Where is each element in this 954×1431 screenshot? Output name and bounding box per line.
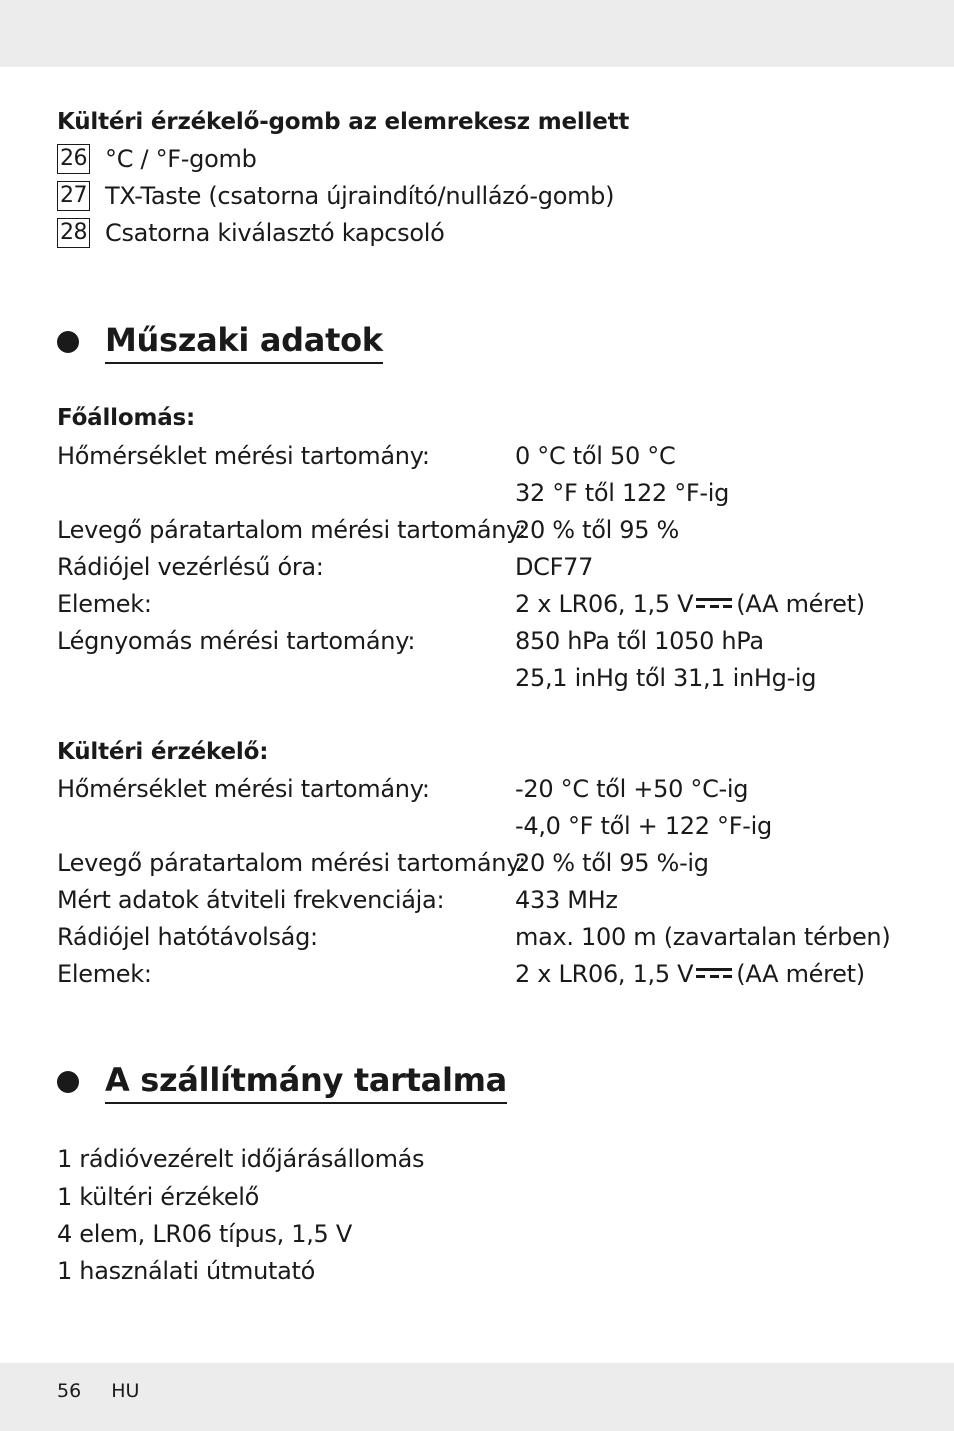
spec-label: Elemek: [57, 590, 152, 618]
outdoor-sensor-heading: Kültéri érzékelő: [57, 739, 269, 765]
item-text: °C / °F-gomb [105, 145, 257, 173]
spec-row [57, 513, 917, 547]
item-number-box: 28 [57, 218, 90, 248]
button-item-26 [57, 142, 257, 176]
top-band [0, 0, 954, 67]
outdoor-buttons-heading: Kültéri érzékelő-gomb az elemrekesz mellett [57, 109, 630, 135]
spec-value: 850 hPa től 1050 hPa [515, 627, 764, 655]
button-item-28 [57, 216, 444, 250]
item-text: Csatorna kiválasztó kapcsoló [105, 219, 445, 247]
spec-value: -4,0 °F től + 122 °F-ig [515, 812, 772, 840]
spec-row [57, 550, 917, 584]
item-number-box: 26 [57, 144, 90, 174]
filled-circle-bullet-icon [57, 1071, 79, 1093]
item-text: TX-Taste (csatorna újraindító/nullázó-gomb) [105, 182, 615, 210]
item-number-box: 27 [57, 181, 90, 211]
spec-row-batteries [57, 957, 917, 991]
spec-value: 25,1 inHg től 31,1 inHg-ig [515, 664, 817, 692]
spec-value: DCF77 [515, 553, 594, 581]
spec-row [57, 772, 917, 806]
filled-circle-bullet-icon [57, 331, 79, 353]
spec-label: Rádiójel vezérlésű óra: [57, 553, 324, 581]
spec-label: Elemek: [57, 960, 152, 988]
spec-row [57, 846, 917, 880]
tech-data-section-title [57, 319, 383, 365]
page-footer [57, 1378, 163, 1404]
spec-label: Levegő páratartalom mérési tartomány: [57, 516, 527, 544]
spec-row [57, 439, 917, 473]
direct-current-icon [696, 597, 732, 611]
section-title-text: A szállítmány tartalma [105, 1060, 507, 1104]
spec-label: Hőmérséklet mérési tartomány: [57, 775, 430, 803]
spec-value-suffix: (AA méret) [736, 590, 865, 618]
spec-label: Hőmérséklet mérési tartomány: [57, 442, 430, 470]
main-station-heading: Főállomás: [57, 405, 196, 431]
spec-value: 20 % től 95 % [515, 516, 680, 544]
spec-value: 32 °F től 122 °F-ig [515, 479, 730, 507]
spec-label: Levegő páratartalom mérési tartomány: [57, 849, 527, 877]
spec-row-batteries [57, 587, 917, 621]
spec-value-text: 2 x LR06, 1,5 V [515, 960, 694, 988]
spec-value: 433 MHz [515, 886, 618, 914]
spec-value-batteries [515, 587, 865, 621]
spec-row [57, 624, 917, 658]
spec-row [57, 920, 917, 954]
delivery-section-title [57, 1059, 507, 1105]
delivery-item: 4 elem, LR06 típus, 1,5 V [57, 1220, 352, 1248]
spec-label: Rádiójel hatótávolság: [57, 923, 318, 951]
button-item-27 [57, 179, 614, 213]
spec-row [57, 883, 917, 917]
spec-value: 20 % től 95 %-ig [515, 849, 709, 877]
spec-value: -20 °C től +50 °C-ig [515, 775, 749, 803]
spec-label: Légnyomás mérési tartomány: [57, 627, 416, 655]
delivery-item: 1 használati útmutató [57, 1257, 316, 1285]
spec-row [57, 661, 917, 695]
spec-row [57, 809, 917, 843]
spec-value: 0 °C től 50 °C [515, 442, 676, 470]
delivery-item: 1 rádióvezérelt időjárásállomás [57, 1145, 425, 1173]
section-title-text: Műszaki adatok [105, 320, 383, 364]
spec-value-batteries [515, 957, 865, 991]
spec-value-suffix: (AA méret) [736, 960, 865, 988]
language-code: HU [111, 1380, 140, 1402]
spec-label: Mért adatok átviteli frekvenciája: [57, 886, 445, 914]
page-number: 56 [57, 1380, 82, 1402]
spec-value-text: 2 x LR06, 1,5 V [515, 590, 694, 618]
spec-value: max. 100 m (zavartalan térben) [515, 923, 891, 951]
direct-current-icon [696, 967, 732, 981]
delivery-item: 1 kültéri érzékelő [57, 1183, 260, 1211]
spec-row [57, 476, 917, 510]
